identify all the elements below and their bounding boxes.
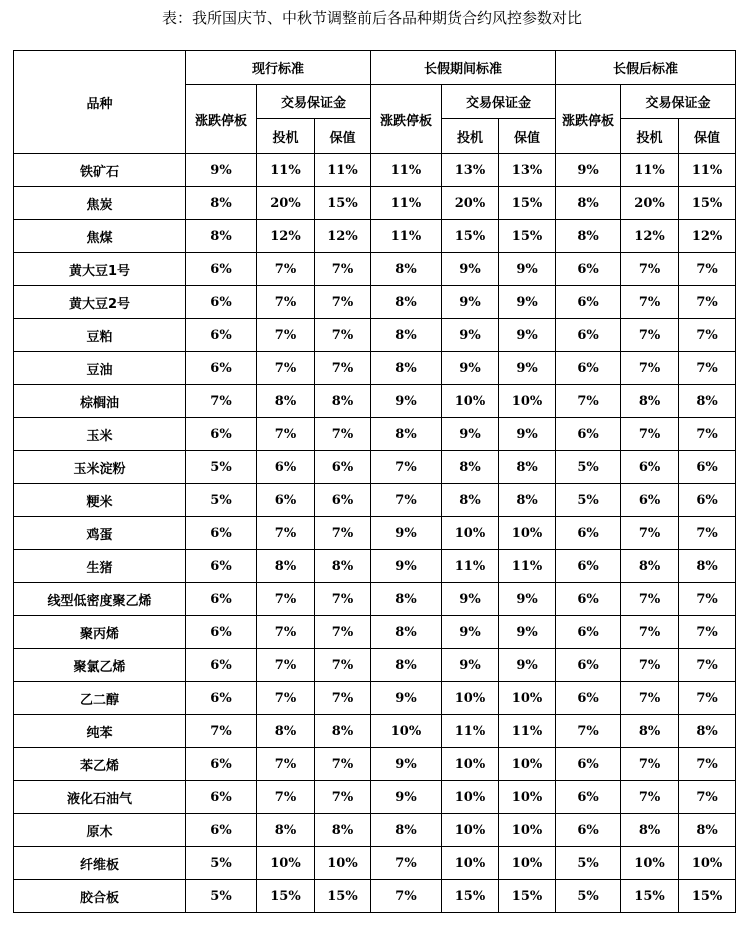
- parameter-value-cell: 6%: [186, 286, 257, 319]
- table-caption: 表：我所国庆节、中秋节调整前后各品种期货合约风控参数对比: [161, 9, 582, 27]
- parameter-value-cell: 8%: [186, 220, 257, 253]
- table-row: [14, 517, 736, 550]
- header-price-limit: 涨跌停板: [186, 85, 257, 154]
- parameter-value-cell: 8%: [371, 319, 442, 352]
- parameter-value-cell: 7%: [679, 286, 736, 319]
- parameter-value-cell: 10%: [621, 847, 679, 880]
- parameter-value-cell: 7%: [315, 748, 371, 781]
- header-holiday-standard: 长假期间标准: [371, 51, 556, 85]
- variety-name-cell: 原木: [14, 814, 186, 847]
- parameter-value-cell: 7%: [621, 319, 679, 352]
- parameter-value-cell: 9%: [499, 583, 556, 616]
- parameter-value-cell: 6%: [186, 748, 257, 781]
- parameter-value-cell: 7%: [621, 253, 679, 286]
- header-variety: 品种: [14, 51, 186, 154]
- variety-name-cell: 生猪: [14, 550, 186, 583]
- parameter-value-cell: 10%: [499, 814, 556, 847]
- parameter-value-cell: 6%: [186, 253, 257, 286]
- parameter-value-cell: 7%: [257, 781, 315, 814]
- parameter-value-cell: 6%: [556, 286, 621, 319]
- parameter-value-cell: 6%: [621, 484, 679, 517]
- parameter-value-cell: 8%: [679, 385, 736, 418]
- parameter-value-cell: 7%: [679, 517, 736, 550]
- table-row: [14, 616, 736, 649]
- parameter-value-cell: 8%: [621, 814, 679, 847]
- parameter-value-cell: 8%: [371, 418, 442, 451]
- parameter-value-cell: 6%: [556, 649, 621, 682]
- parameter-value-cell: 6%: [186, 418, 257, 451]
- parameter-value-cell: 6%: [679, 484, 736, 517]
- table-row: [14, 418, 736, 451]
- parameter-value-cell: 7%: [257, 748, 315, 781]
- parameter-value-cell: 7%: [315, 583, 371, 616]
- parameter-value-cell: 7%: [257, 286, 315, 319]
- parameter-value-cell: 7%: [621, 517, 679, 550]
- parameter-value-cell: 7%: [257, 583, 315, 616]
- parameter-value-cell: 7%: [556, 715, 621, 748]
- parameter-value-cell: 11%: [371, 154, 442, 187]
- table-row: [14, 451, 736, 484]
- header-price-limit: 涨跌停板: [556, 85, 621, 154]
- parameter-value-cell: 7%: [621, 748, 679, 781]
- table-row: [14, 385, 736, 418]
- parameter-value-cell: 6%: [186, 319, 257, 352]
- parameter-value-cell: 6%: [315, 484, 371, 517]
- parameter-value-cell: 7%: [315, 682, 371, 715]
- parameter-value-cell: 12%: [257, 220, 315, 253]
- parameter-value-cell: 8%: [442, 451, 499, 484]
- parameter-value-cell: 8%: [371, 253, 442, 286]
- variety-name-cell: 胶合板: [14, 880, 186, 913]
- parameter-value-cell: 9%: [371, 682, 442, 715]
- parameter-value-cell: 6%: [186, 517, 257, 550]
- parameter-value-cell: 6%: [556, 352, 621, 385]
- parameter-value-cell: 6%: [257, 451, 315, 484]
- table-row: [14, 154, 736, 187]
- table-row: [14, 253, 736, 286]
- parameter-value-cell: 15%: [315, 880, 371, 913]
- parameter-value-cell: 10%: [679, 847, 736, 880]
- parameter-value-cell: 10%: [442, 748, 499, 781]
- parameter-value-cell: 11%: [499, 550, 556, 583]
- parameter-value-cell: 7%: [371, 451, 442, 484]
- parameter-value-cell: 15%: [315, 187, 371, 220]
- parameter-value-cell: 9%: [499, 616, 556, 649]
- parameter-value-cell: 7%: [257, 682, 315, 715]
- parameter-value-cell: 8%: [679, 550, 736, 583]
- table-row: [14, 649, 736, 682]
- parameter-value-cell: 15%: [679, 880, 736, 913]
- parameter-value-cell: 10%: [499, 781, 556, 814]
- variety-name-cell: 聚氯乙烯: [14, 649, 186, 682]
- parameter-value-cell: 7%: [257, 649, 315, 682]
- parameter-value-cell: 7%: [679, 418, 736, 451]
- parameter-value-cell: 11%: [679, 154, 736, 187]
- variety-name-cell: 铁矿石: [14, 154, 186, 187]
- variety-name-cell: 液化石油气: [14, 781, 186, 814]
- table-row: [14, 880, 736, 913]
- parameter-value-cell: 7%: [315, 517, 371, 550]
- parameter-value-cell: 20%: [257, 187, 315, 220]
- parameter-value-cell: 12%: [679, 220, 736, 253]
- parameter-value-cell: 10%: [442, 682, 499, 715]
- parameter-value-cell: 7%: [257, 418, 315, 451]
- parameter-value-cell: 6%: [556, 748, 621, 781]
- variety-name-cell: 纯苯: [14, 715, 186, 748]
- parameter-value-cell: 10%: [499, 748, 556, 781]
- parameter-value-cell: 5%: [186, 847, 257, 880]
- parameter-value-cell: 11%: [371, 187, 442, 220]
- parameter-value-cell: 10%: [442, 847, 499, 880]
- parameter-value-cell: 6%: [621, 451, 679, 484]
- table-row: [14, 187, 736, 220]
- parameter-value-cell: 7%: [621, 583, 679, 616]
- parameter-value-cell: 6%: [556, 814, 621, 847]
- parameter-value-cell: 15%: [442, 220, 499, 253]
- parameter-value-cell: 7%: [257, 616, 315, 649]
- parameter-value-cell: 8%: [257, 814, 315, 847]
- parameter-value-cell: 10%: [315, 847, 371, 880]
- parameter-value-cell: 11%: [621, 154, 679, 187]
- parameter-value-cell: 7%: [315, 253, 371, 286]
- parameter-value-cell: 11%: [442, 715, 499, 748]
- parameter-value-cell: 7%: [679, 319, 736, 352]
- parameter-value-cell: 8%: [621, 550, 679, 583]
- parameter-value-cell: 8%: [257, 385, 315, 418]
- parameter-value-cell: 9%: [186, 154, 257, 187]
- parameter-value-cell: 20%: [621, 187, 679, 220]
- parameter-value-cell: 7%: [621, 682, 679, 715]
- parameter-value-cell: 8%: [371, 583, 442, 616]
- variety-name-cell: 焦炭: [14, 187, 186, 220]
- parameter-value-cell: 5%: [556, 880, 621, 913]
- parameter-value-cell: 9%: [499, 319, 556, 352]
- parameter-value-cell: 9%: [499, 352, 556, 385]
- parameter-value-cell: 7%: [679, 583, 736, 616]
- parameter-value-cell: 7%: [371, 484, 442, 517]
- parameter-value-cell: 9%: [442, 352, 499, 385]
- parameter-value-cell: 7%: [186, 715, 257, 748]
- header-price-limit: 涨跌停板: [371, 85, 442, 154]
- variety-name-cell: 棕榈油: [14, 385, 186, 418]
- parameter-value-cell: 9%: [442, 418, 499, 451]
- parameter-value-cell: 7%: [621, 781, 679, 814]
- parameter-value-cell: 6%: [556, 550, 621, 583]
- table-row: [14, 847, 736, 880]
- parameter-value-cell: 9%: [442, 616, 499, 649]
- parameter-value-cell: 9%: [371, 517, 442, 550]
- parameter-value-cell: 10%: [442, 781, 499, 814]
- parameter-value-cell: 7%: [257, 517, 315, 550]
- header-hedge: 保值: [499, 119, 556, 154]
- parameter-value-cell: 6%: [556, 418, 621, 451]
- parameter-value-cell: 7%: [556, 385, 621, 418]
- parameter-value-cell: 9%: [499, 253, 556, 286]
- parameter-value-cell: 7%: [371, 847, 442, 880]
- table-row: [14, 319, 736, 352]
- parameter-value-cell: 10%: [499, 847, 556, 880]
- parameter-value-cell: 8%: [499, 451, 556, 484]
- header-trading-margin: 交易保证金: [442, 85, 556, 119]
- parameter-value-cell: 8%: [186, 187, 257, 220]
- parameter-value-cell: 8%: [499, 484, 556, 517]
- parameter-value-cell: 7%: [186, 385, 257, 418]
- parameter-value-cell: 9%: [371, 550, 442, 583]
- parameter-value-cell: 13%: [442, 154, 499, 187]
- parameter-value-cell: 6%: [186, 682, 257, 715]
- variety-name-cell: 黄大豆2号: [14, 286, 186, 319]
- parameter-value-cell: 7%: [621, 286, 679, 319]
- parameter-value-cell: 7%: [315, 319, 371, 352]
- parameter-value-cell: 9%: [442, 649, 499, 682]
- table-body: [14, 154, 736, 913]
- parameter-value-cell: 8%: [315, 385, 371, 418]
- parameter-value-cell: 6%: [556, 682, 621, 715]
- parameter-value-cell: 5%: [186, 880, 257, 913]
- table-row: [14, 286, 736, 319]
- parameter-value-cell: 10%: [499, 682, 556, 715]
- parameter-value-cell: 15%: [679, 187, 736, 220]
- parameter-value-cell: 7%: [257, 319, 315, 352]
- table-row: [14, 682, 736, 715]
- variety-name-cell: 乙二醇: [14, 682, 186, 715]
- parameter-value-cell: 10%: [371, 715, 442, 748]
- header-speculation: 投机: [621, 119, 679, 154]
- parameter-value-cell: 6%: [186, 583, 257, 616]
- parameter-value-cell: 7%: [257, 352, 315, 385]
- parameter-value-cell: 6%: [556, 517, 621, 550]
- parameter-value-cell: 6%: [679, 451, 736, 484]
- parameter-value-cell: 9%: [442, 286, 499, 319]
- parameter-value-cell: 12%: [621, 220, 679, 253]
- header-speculation: 投机: [257, 119, 315, 154]
- variety-name-cell: 豆粕: [14, 319, 186, 352]
- parameter-value-cell: 8%: [257, 550, 315, 583]
- parameter-value-cell: 6%: [556, 583, 621, 616]
- variety-name-cell: 粳米: [14, 484, 186, 517]
- parameter-value-cell: 6%: [186, 814, 257, 847]
- parameter-value-cell: 15%: [257, 880, 315, 913]
- parameter-value-cell: 7%: [621, 418, 679, 451]
- parameter-value-cell: 7%: [315, 418, 371, 451]
- parameter-value-cell: 7%: [315, 781, 371, 814]
- table-row: [14, 715, 736, 748]
- parameter-value-cell: 20%: [442, 187, 499, 220]
- variety-name-cell: 焦煤: [14, 220, 186, 253]
- parameter-value-cell: 5%: [186, 451, 257, 484]
- parameter-value-cell: 11%: [442, 550, 499, 583]
- parameter-value-cell: 8%: [371, 286, 442, 319]
- parameter-value-cell: 7%: [315, 649, 371, 682]
- parameter-value-cell: 15%: [499, 880, 556, 913]
- parameter-value-cell: 7%: [679, 253, 736, 286]
- parameter-value-cell: 9%: [442, 583, 499, 616]
- header-speculation: 投机: [442, 119, 499, 154]
- parameter-value-cell: 6%: [257, 484, 315, 517]
- parameter-value-cell: 8%: [315, 814, 371, 847]
- parameter-value-cell: 13%: [499, 154, 556, 187]
- parameter-value-cell: 8%: [371, 649, 442, 682]
- variety-name-cell: 黄大豆1号: [14, 253, 186, 286]
- parameter-value-cell: 6%: [186, 550, 257, 583]
- parameter-value-cell: 9%: [371, 748, 442, 781]
- parameter-value-cell: 9%: [442, 253, 499, 286]
- header-current-standard: 现行标准: [186, 51, 371, 85]
- parameter-value-cell: 11%: [371, 220, 442, 253]
- parameter-value-cell: 10%: [442, 517, 499, 550]
- variety-name-cell: 玉米: [14, 418, 186, 451]
- parameter-value-cell: 9%: [371, 781, 442, 814]
- parameter-value-cell: 7%: [621, 649, 679, 682]
- variety-name-cell: 豆油: [14, 352, 186, 385]
- parameter-value-cell: 6%: [556, 253, 621, 286]
- parameter-value-cell: 11%: [499, 715, 556, 748]
- parameter-value-cell: 9%: [499, 286, 556, 319]
- header-hedge: 保值: [679, 119, 736, 154]
- parameter-value-cell: 8%: [315, 550, 371, 583]
- risk-parameter-table: [13, 50, 736, 913]
- parameter-value-cell: 7%: [679, 781, 736, 814]
- parameter-value-cell: 7%: [621, 616, 679, 649]
- variety-name-cell: 聚丙烯: [14, 616, 186, 649]
- header-trading-margin: 交易保证金: [257, 85, 371, 119]
- parameter-value-cell: 15%: [499, 187, 556, 220]
- parameter-value-cell: 8%: [371, 352, 442, 385]
- parameter-value-cell: 5%: [186, 484, 257, 517]
- parameter-value-cell: 15%: [621, 880, 679, 913]
- parameter-value-cell: 6%: [186, 352, 257, 385]
- parameter-value-cell: 7%: [315, 352, 371, 385]
- parameter-value-cell: 5%: [556, 451, 621, 484]
- parameter-value-cell: 8%: [371, 814, 442, 847]
- parameter-value-cell: 8%: [556, 220, 621, 253]
- parameter-value-cell: 10%: [442, 385, 499, 418]
- parameter-value-cell: 6%: [556, 319, 621, 352]
- table-row: [14, 814, 736, 847]
- variety-name-cell: 线型低密度聚乙烯: [14, 583, 186, 616]
- parameter-value-cell: 7%: [679, 616, 736, 649]
- table-row: [14, 550, 736, 583]
- header-trading-margin: 交易保证金: [621, 85, 736, 119]
- parameter-value-cell: 6%: [556, 781, 621, 814]
- parameter-value-cell: 8%: [621, 385, 679, 418]
- parameter-value-cell: 10%: [442, 814, 499, 847]
- parameter-value-cell: 15%: [442, 880, 499, 913]
- parameter-value-cell: 8%: [679, 715, 736, 748]
- variety-name-cell: 纤维板: [14, 847, 186, 880]
- variety-name-cell: 玉米淀粉: [14, 451, 186, 484]
- parameter-value-cell: 9%: [556, 154, 621, 187]
- parameter-value-cell: 7%: [257, 253, 315, 286]
- table-row: [14, 748, 736, 781]
- table-row: [14, 781, 736, 814]
- parameter-value-cell: 7%: [679, 352, 736, 385]
- parameter-value-cell: 10%: [499, 385, 556, 418]
- parameter-value-cell: 8%: [442, 484, 499, 517]
- variety-name-cell: 鸡蛋: [14, 517, 186, 550]
- parameter-value-cell: 5%: [556, 484, 621, 517]
- parameter-value-cell: 6%: [186, 649, 257, 682]
- parameter-value-cell: 9%: [499, 418, 556, 451]
- parameter-value-cell: 8%: [315, 715, 371, 748]
- table-row: [14, 352, 736, 385]
- table-row: [14, 583, 736, 616]
- parameter-value-cell: 7%: [679, 682, 736, 715]
- parameter-value-cell: 10%: [257, 847, 315, 880]
- parameter-value-cell: 6%: [186, 781, 257, 814]
- parameter-value-cell: 8%: [679, 814, 736, 847]
- parameter-value-cell: 8%: [257, 715, 315, 748]
- parameter-value-cell: 8%: [371, 616, 442, 649]
- parameter-value-cell: 6%: [315, 451, 371, 484]
- table-row: [14, 484, 736, 517]
- parameter-value-cell: 7%: [371, 880, 442, 913]
- parameter-value-cell: 12%: [315, 220, 371, 253]
- parameter-value-cell: 8%: [621, 715, 679, 748]
- parameter-value-cell: 15%: [499, 220, 556, 253]
- parameter-value-cell: 7%: [315, 286, 371, 319]
- parameter-value-cell: 7%: [679, 748, 736, 781]
- variety-name-cell: 苯乙烯: [14, 748, 186, 781]
- parameter-value-cell: 9%: [371, 385, 442, 418]
- parameter-value-cell: 11%: [257, 154, 315, 187]
- parameter-value-cell: 6%: [186, 616, 257, 649]
- header-post-holiday-standard: 长假后标准: [556, 51, 736, 85]
- parameter-value-cell: 7%: [621, 352, 679, 385]
- parameter-value-cell: 6%: [556, 616, 621, 649]
- parameter-value-cell: 7%: [315, 616, 371, 649]
- parameter-value-cell: 8%: [556, 187, 621, 220]
- parameter-value-cell: 10%: [499, 517, 556, 550]
- parameter-value-cell: 7%: [679, 649, 736, 682]
- parameter-value-cell: 9%: [499, 649, 556, 682]
- parameter-value-cell: 9%: [442, 319, 499, 352]
- table-row: [14, 220, 736, 253]
- header-hedge: 保值: [315, 119, 371, 154]
- parameter-value-cell: 11%: [315, 154, 371, 187]
- parameter-value-cell: 5%: [556, 847, 621, 880]
